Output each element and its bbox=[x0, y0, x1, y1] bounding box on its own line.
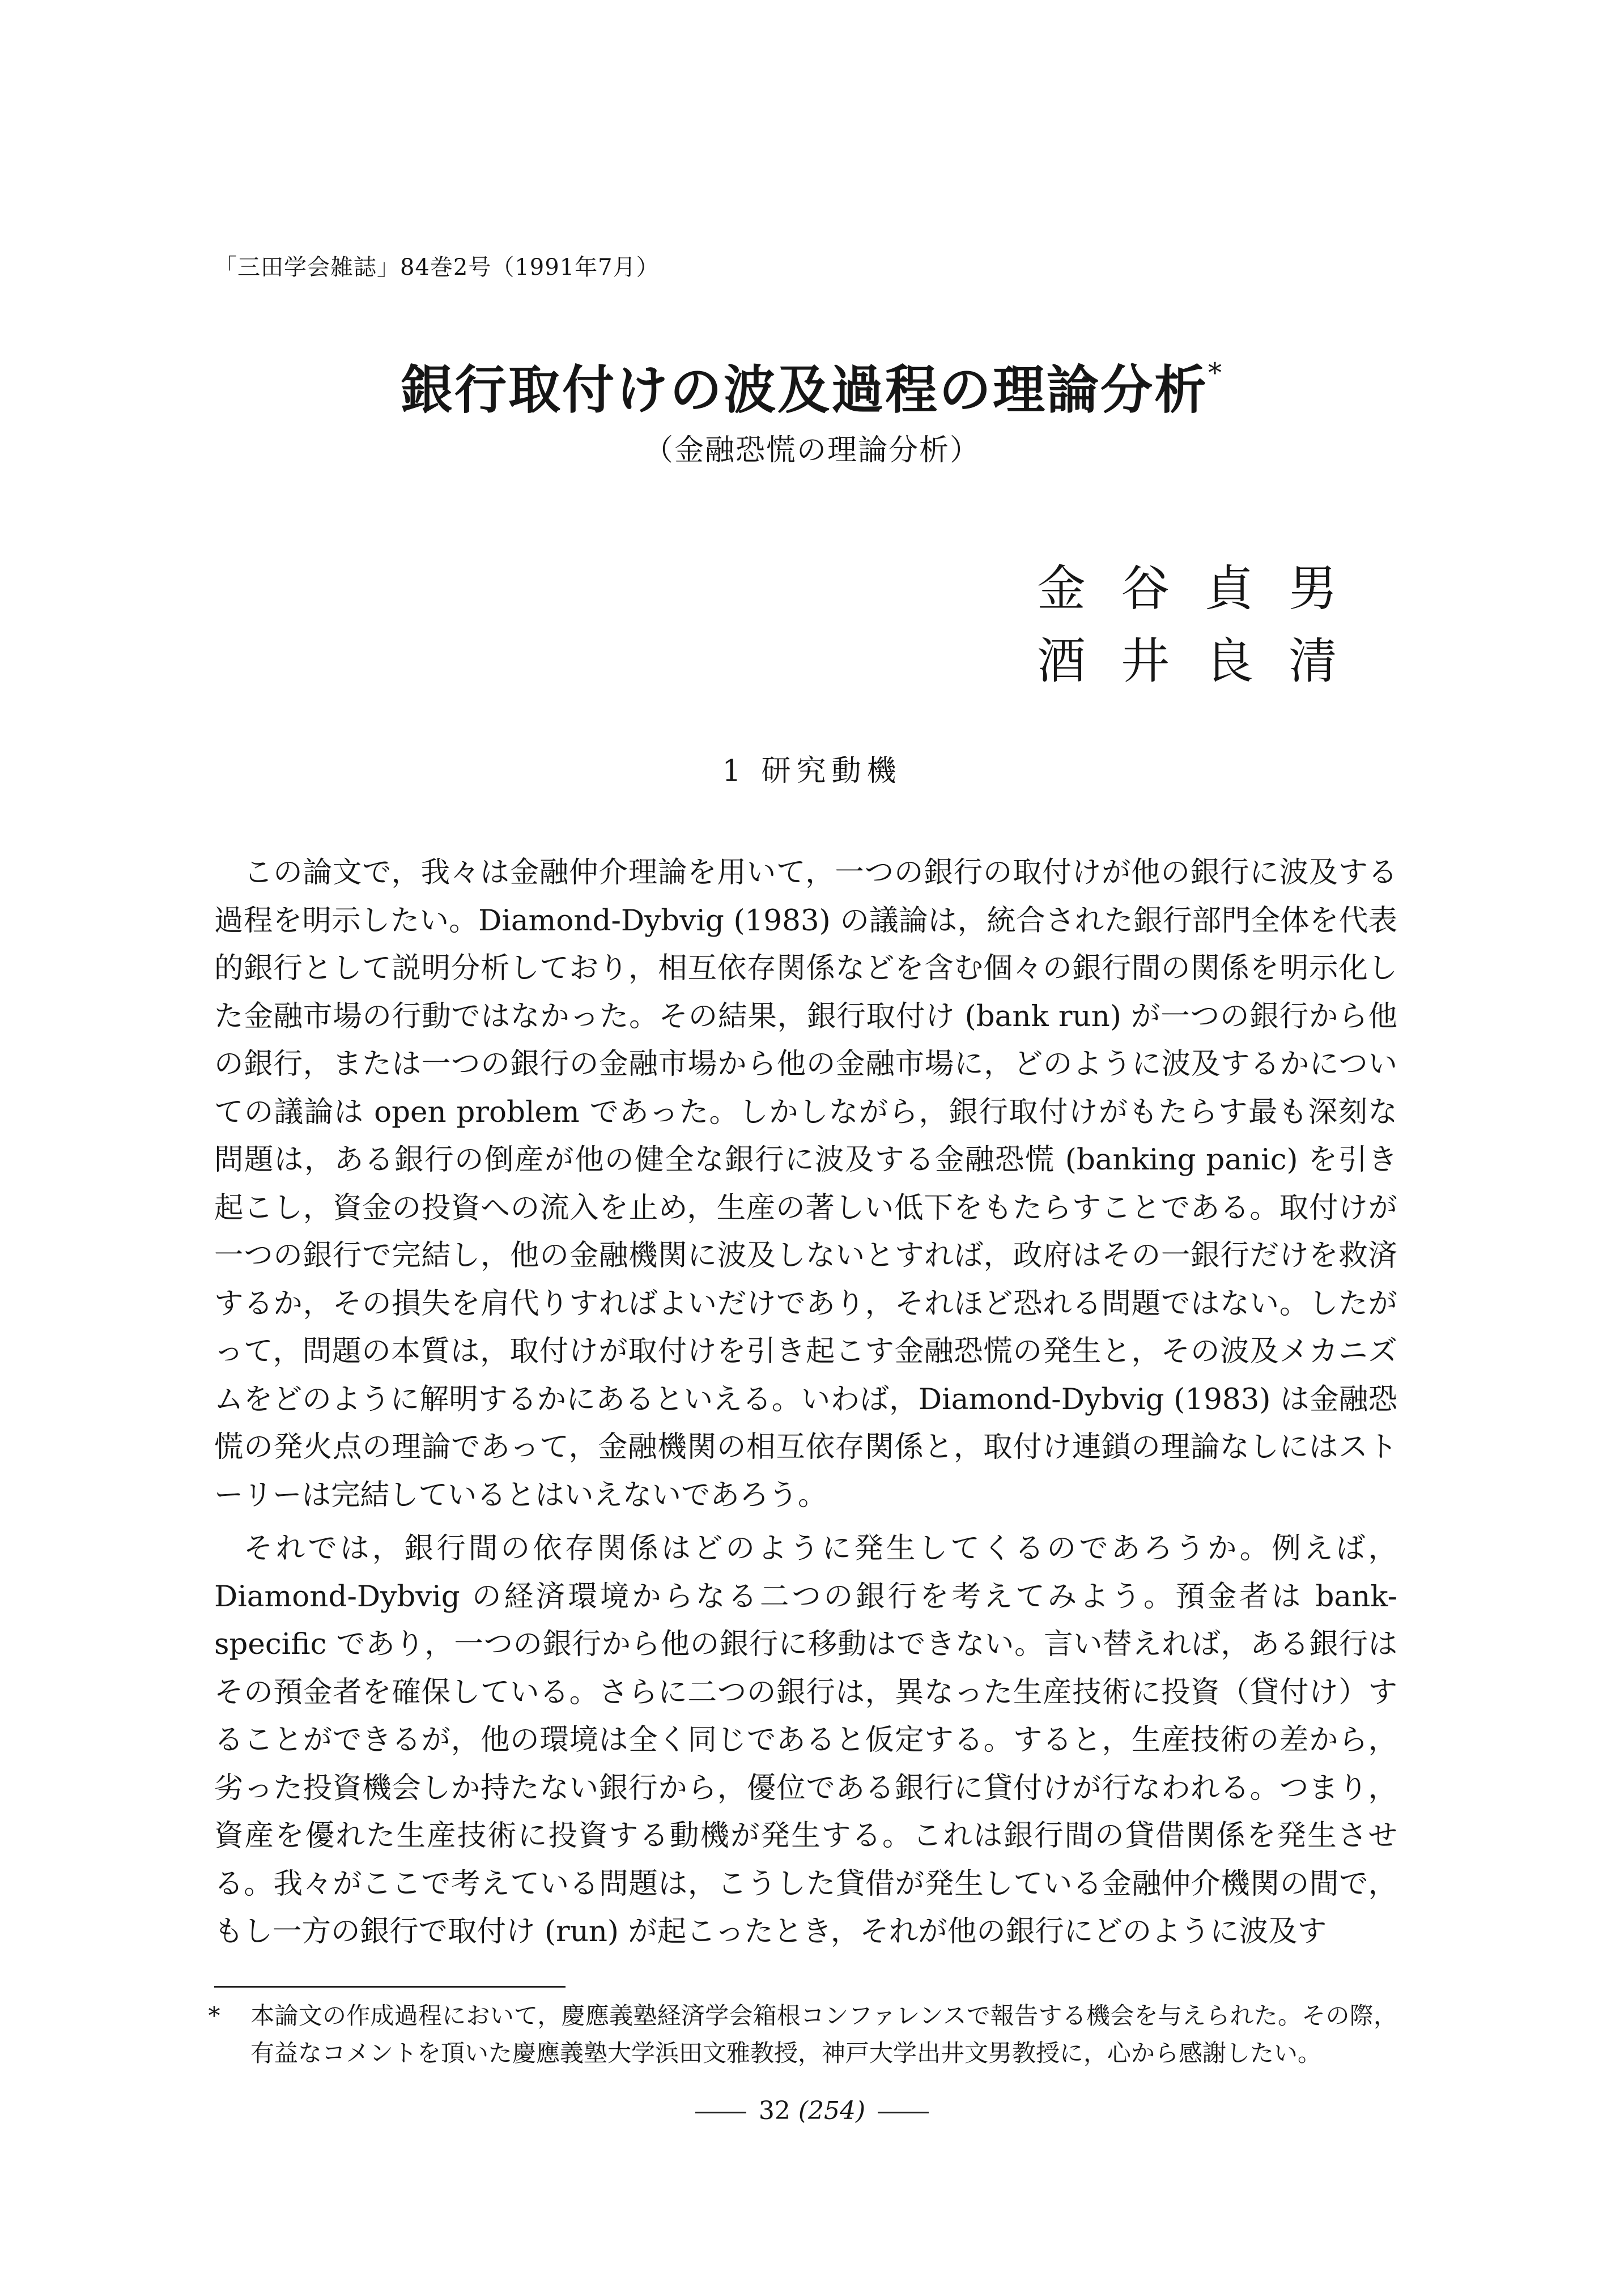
footnote bbox=[208, 1997, 1397, 2072]
body-text bbox=[214, 849, 1397, 1962]
footnote-divider bbox=[214, 1986, 566, 1988]
author-name: 酒井良清 bbox=[1037, 633, 1372, 690]
author-name: 金谷貞男 bbox=[1037, 560, 1372, 617]
paper-title bbox=[0, 348, 1624, 423]
title-footnote-mark: * bbox=[1208, 357, 1223, 389]
footer-dash-right bbox=[878, 2112, 929, 2113]
footer-dash-left bbox=[695, 2112, 746, 2113]
title-text: 銀行取付けの波及過程の理論分析 bbox=[400, 359, 1208, 420]
section-heading bbox=[0, 747, 1624, 789]
footnote-text: 本論文の作成過程において，慶應義塾経済学会箱根コンファレンスで報告する機会を与えられた。その際，有益なコメントを頂いた慶應義塾大学浜田文雅教授，神戸大学出井文男教授に，心から感謝したい。 bbox=[250, 2002, 1397, 2067]
section-number: 1 bbox=[722, 754, 747, 788]
footnote-mark: * bbox=[208, 2002, 220, 2030]
author-list bbox=[1037, 552, 1372, 697]
paragraph: この論文で，我々は金融仲介理論を用いて，一つの銀行の取付けが他の銀行に波及する過程を明示したい。Diamond-Dybvig (1983) の議論は，統合された銀行部門全体を代表的銀行として説明分析しており，相互依存関係などを含む個々の銀行間の関係を明示化した金融市場の行動ではなかった。その結果，銀行取付け (bank run) が一つの銀行から他の銀行，または一つの銀行の金融市場から他の金融市場に，どのように波及するかについての議論は open problem であった。しかしながら，銀行取付けがもたらす最も深刻な問題は，ある銀行の倒産が他の健全な銀行に波及する金融恐慌 (banking panic) を引き起こし，資金の投資への流入を止め，生産の著しい低下をもたらすことである。取付けが一つの銀行で完結し，他の金融機関に波及しないとすれば，政府はその一銀行だけを救済するか，その損失を肩代りすればよいだけであり，それほど恐れる問題ではない。したがって，問題の本質は，取付けが取付けを引き起こす金融恐慌の発生と，その波及メカニズムをどのように解明するかにあるといえる。いわば，Diamond-Dybvig (1983) は金融恐慌の発火点の理論であって，金融機関の相互依存関係と，取付け連鎖の理論なしにはストーリーは完結しているとはいえないであろう。 bbox=[214, 856, 1397, 1512]
page-number: 32 bbox=[758, 2096, 790, 2125]
paper-subtitle: （金融恐慌の理論分析） bbox=[643, 433, 980, 467]
original-page-number: (254) bbox=[798, 2096, 866, 2125]
page-footer bbox=[0, 2096, 1624, 2125]
journal-header: 「三田学会雑誌」84巻2号（1991年7月） bbox=[214, 254, 660, 280]
paragraph: それでは，銀行間の依存関係はどのように発生してくるのであろうか。例えば，Diamond-Dybvig の経済環境からなる二つの銀行を考えてみよう。預金者は bank-specific であり，一つの銀行から他の銀行に移動はできない。言い替えれば，ある銀行はその預金者を確保している。さらに二つの銀行は，異なった生産技術に投資（貸付け）することができるが，他の環境は全く同じであると仮定する。すると，生産技術の差から，劣った投資機会しか持たない銀行から，優位である銀行に貸付けが行なわれる。つまり，資産を優れた生産技術に投資する動機が発生する。これは銀行間の貸借関係を発生させる。我々がここで考えている問題は，こうした貸借が発生している金融仲介機関の間で，もし一方の銀行で取付け (run) が起こったとき，それが他の銀行にどのように波及す bbox=[214, 1531, 1397, 1949]
section-title: 研究動機 bbox=[761, 754, 902, 788]
